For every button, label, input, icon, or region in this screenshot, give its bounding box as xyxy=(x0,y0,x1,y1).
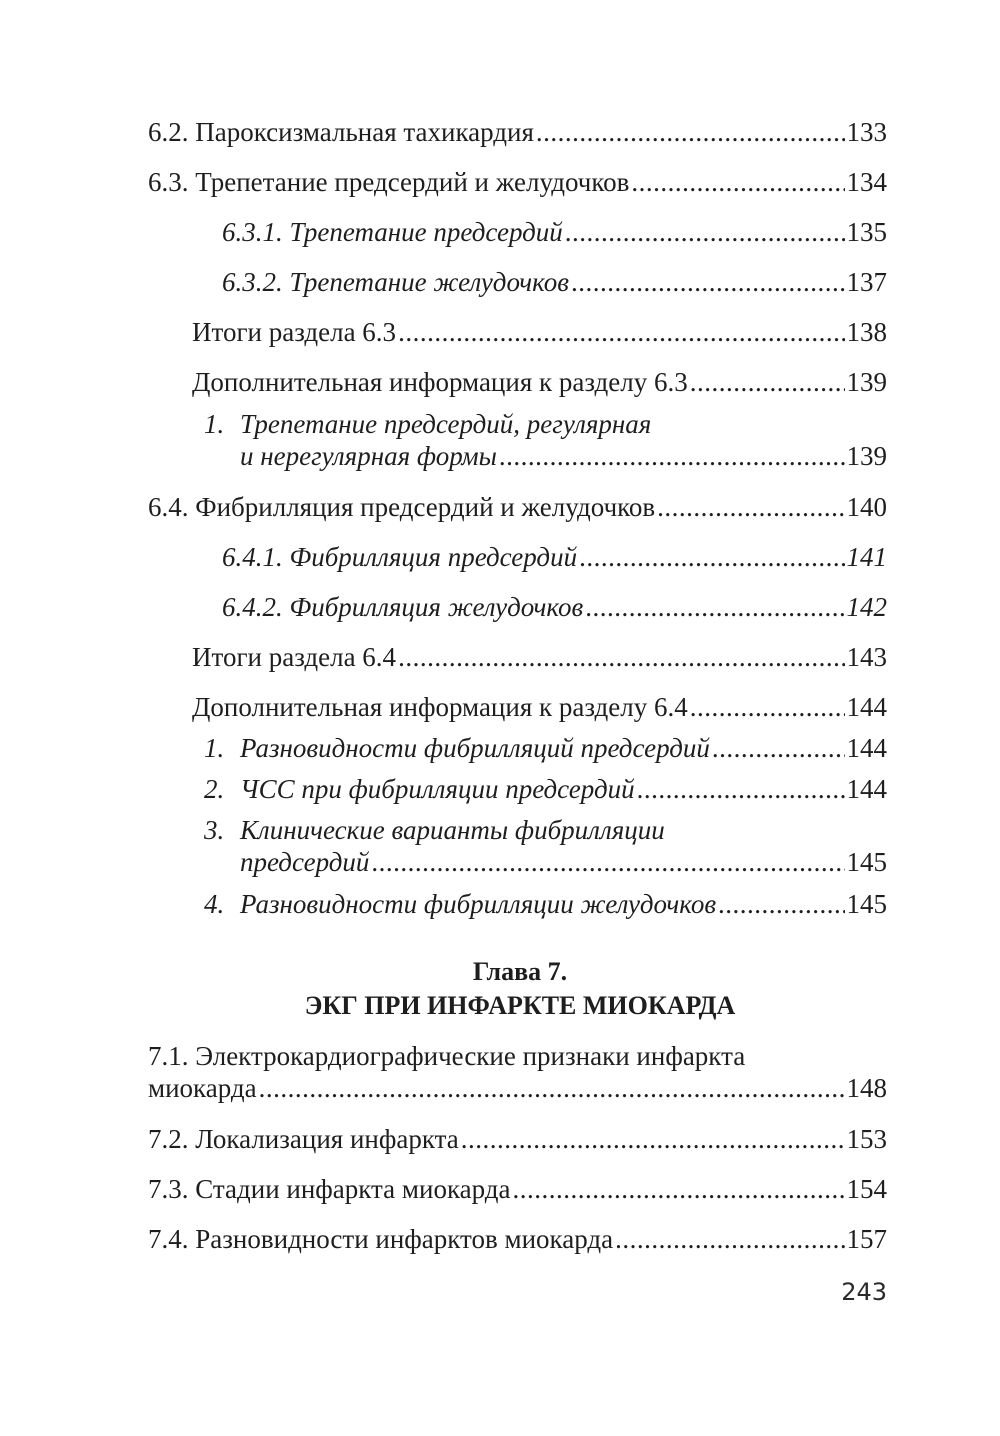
toc-entry-page: 138 xyxy=(846,317,887,347)
toc-entry-title: Итоги раздела 6.3 xyxy=(192,317,397,347)
toc-entry-title: 6.4. Фибрилляция предсердий и желудочков xyxy=(148,492,656,522)
toc-entry-title: Дополнительная информация к разделу 6.4 xyxy=(192,692,688,722)
toc-entry-title: Итоги раздела 6.4 xyxy=(192,642,397,672)
toc-entry-page: 144 xyxy=(846,733,887,763)
toc-leader xyxy=(513,1173,845,1205)
toc-entry-page: 142 xyxy=(846,592,887,622)
toc-entry-6-2 xyxy=(148,116,887,148)
toc-entry-page: 148 xyxy=(846,1073,887,1103)
toc-entry-page: 145 xyxy=(846,847,887,877)
toc-leader xyxy=(371,846,844,878)
toc-subentry-number: 1. xyxy=(204,409,225,439)
toc-subentry-number: 2. xyxy=(204,774,225,804)
toc-leader xyxy=(615,1223,844,1255)
toc-entry-page: 134 xyxy=(846,167,887,197)
toc-entry-page: 141 xyxy=(846,542,887,572)
toc-entry-6-4-2 xyxy=(222,591,887,623)
toc-leader xyxy=(631,166,844,198)
toc-subentry-6-3-1 xyxy=(204,408,887,472)
toc-entry-title: 6.3.1. Трепетание предсердий xyxy=(222,217,563,247)
toc-leader xyxy=(712,732,845,764)
toc-entry-title: 7.2. Локализация инфаркта xyxy=(148,1124,459,1154)
toc-entry-title: 6.3.2. Трепетание желудочков xyxy=(222,267,569,297)
toc-entry-title: 6.4.2. Фибрилляция желудочков xyxy=(222,592,584,622)
toc-entry-title: Трепетание предсердий, регулярная xyxy=(240,409,652,439)
toc-entry-page: 145 xyxy=(846,889,887,919)
toc-entry-page: 153 xyxy=(846,1124,887,1154)
toc-entry-title: 6.4.1. Фибрилляция предсердий xyxy=(222,542,578,572)
toc-entry-page: 154 xyxy=(846,1174,887,1204)
toc-subentry-6-4-2 xyxy=(204,773,887,805)
toc-leader xyxy=(536,116,845,148)
toc-entry-7-1 xyxy=(148,1040,887,1104)
toc-entry-title: 6.2. Пароксизмальная тахикардия xyxy=(148,117,534,147)
toc-leader xyxy=(690,691,845,723)
toc-entry-summary-6-4 xyxy=(192,641,887,673)
toc-leader xyxy=(585,591,844,623)
toc-entry-title-continued: миокарда xyxy=(148,1073,257,1103)
toc-entry-extra-6-3 xyxy=(192,366,887,398)
toc-leader xyxy=(565,216,845,248)
toc-entry-page: 143 xyxy=(846,642,887,672)
toc-entry-page: 133 xyxy=(846,117,887,147)
toc-entry-page: 140 xyxy=(846,492,887,522)
toc-entry-7-2 xyxy=(148,1123,887,1155)
toc-entry-page: 144 xyxy=(846,692,887,722)
toc-subentry-number: 1. xyxy=(204,733,225,763)
toc-subentry-number: 3. xyxy=(204,815,225,845)
toc-entry-page: 139 xyxy=(846,367,887,397)
toc-entry-title: 7.4. Разновидности инфарктов миокарда xyxy=(148,1224,614,1254)
toc-entry-6-3-1 xyxy=(222,216,887,248)
toc-leader xyxy=(398,316,844,348)
toc-entry-title: Дополнительная информация к разделу 6.3 xyxy=(192,367,688,397)
toc-leader xyxy=(579,541,844,573)
toc-entry-7-4 xyxy=(148,1223,887,1255)
toc-entry-page: 135 xyxy=(846,217,887,247)
toc-subentry-6-4-3 xyxy=(204,814,887,878)
toc-leader xyxy=(398,641,844,673)
toc-subentry-6-4-1 xyxy=(204,732,887,764)
toc-entry-title: ЧСС при фибрилляции предсердий xyxy=(240,774,635,804)
toc-entry-page: 137 xyxy=(846,267,887,297)
toc-leader xyxy=(657,491,844,523)
toc-leader xyxy=(690,366,845,398)
page-number: 243 xyxy=(841,1278,887,1306)
toc-entry-6-4 xyxy=(148,491,887,523)
toc-entry-6-3-2 xyxy=(222,266,887,298)
toc-leader xyxy=(718,888,844,920)
toc-entry-page: 157 xyxy=(846,1224,887,1254)
chapter-title: ЭКГ ПРИ ИНФАРКТЕ МИОКАРДА xyxy=(304,991,736,1020)
toc-leader xyxy=(499,440,845,472)
toc-entry-7-3 xyxy=(148,1173,887,1205)
toc-leader xyxy=(461,1123,845,1155)
toc-entry-6-3 xyxy=(148,166,887,198)
toc-subentry-number: 4. xyxy=(204,889,225,919)
toc-leader xyxy=(571,266,845,298)
toc-entry-page: 139 xyxy=(846,441,887,471)
toc-entry-title: 7.1. Электрокардиографические признаки инфаркта xyxy=(148,1041,746,1071)
toc-leader xyxy=(259,1072,845,1104)
toc-entry-extra-6-4 xyxy=(192,691,887,723)
toc-entry-6-4-1 xyxy=(222,541,887,573)
toc-entry-title: Клинические варианты фибрилляции xyxy=(240,815,665,845)
toc-entry-title: Разновидности фибрилляций предсердий xyxy=(240,733,710,763)
toc-entry-summary-6-3 xyxy=(192,316,887,348)
chapter-label: Глава 7. xyxy=(472,957,568,986)
toc-entry-title: 6.3. Трепетание предсердий и желудочков xyxy=(148,167,630,197)
toc-entry-title: Разновидности фибрилляции желудочков xyxy=(240,889,717,919)
toc-entry-title-continued: и нерегулярная формы xyxy=(240,441,497,471)
toc-subentry-6-4-4 xyxy=(204,888,887,920)
toc-entry-page: 144 xyxy=(846,774,887,804)
toc-entry-title-continued: предсердий xyxy=(240,847,370,877)
toc-entry-title: 7.3. Стадии инфаркта миокарда xyxy=(148,1174,511,1204)
toc-leader xyxy=(637,773,845,805)
